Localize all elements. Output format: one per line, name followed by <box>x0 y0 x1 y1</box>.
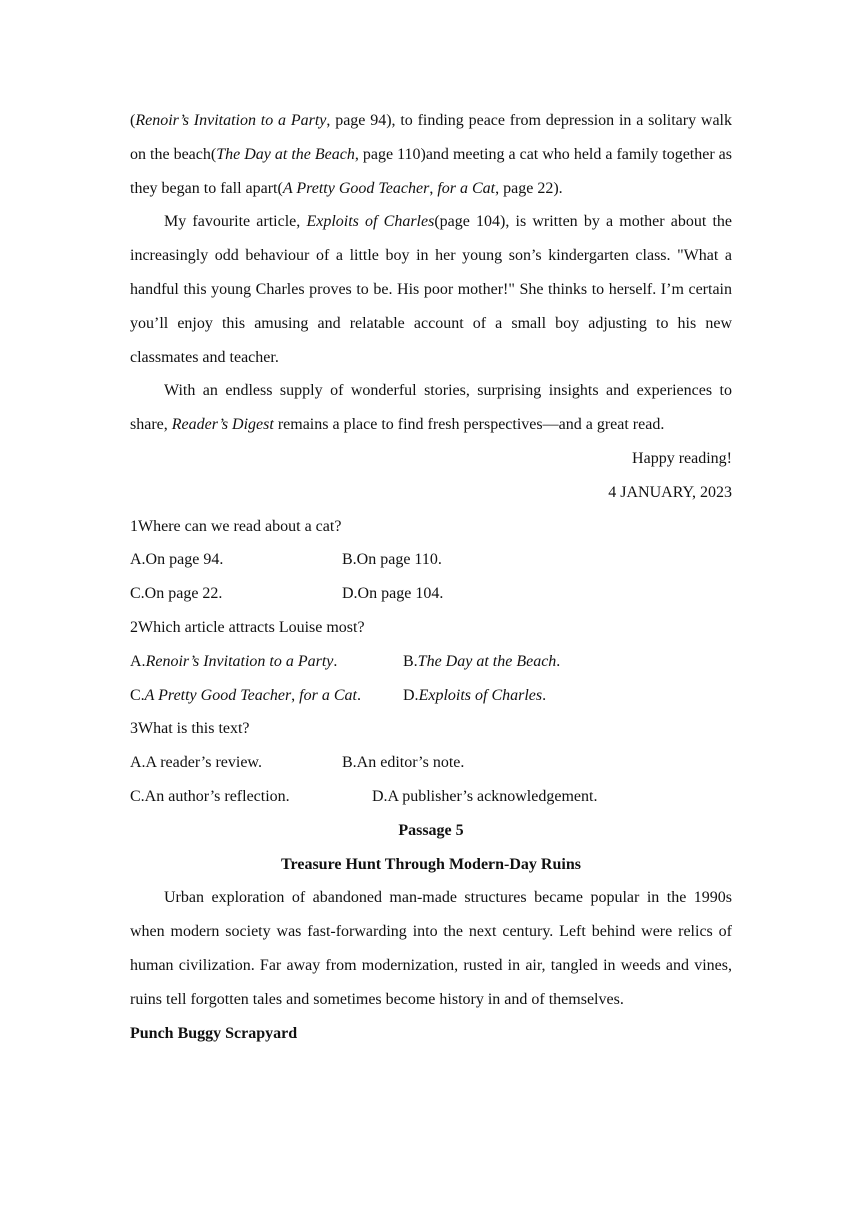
text-span: (page 104), is written by a mother about the increasingly odd behaviour of a little boy in her young son’s kindergarten class. "What a handful this young Charles proves to be. His poor mother!" She thinks to herself. I’m certain you’ll enjoy this amusing and relatable account of a small boy adjusting to his new classmates and teacher. <box>130 213 732 366</box>
document-page <box>130 104 732 1050</box>
text-span: With an endless supply of wonderful stories, surprising insights and experiences to share, <box>130 382 732 434</box>
question-2-options-row-1 <box>130 645 732 679</box>
option-title: for a Cat <box>299 686 357 704</box>
option-c: C.An author’s reflection. <box>130 787 290 805</box>
article-title: A Pretty Good Teacher <box>282 179 430 197</box>
option-b: B.On page 110. <box>342 551 442 569</box>
question-3-stem: 3What is this text? <box>130 720 250 738</box>
date-line: 4 JANUARY, 2023 <box>608 483 732 501</box>
text-span: My favourite article, <box>164 213 307 231</box>
option-suffix: . <box>542 686 547 704</box>
question-1-stem: 1Where can we read about a cat? <box>130 517 342 535</box>
option-b: B.An editor’s note. <box>342 754 465 772</box>
article-title: The Day at the Beach <box>216 145 355 163</box>
passage-label: Passage 5 <box>398 821 464 839</box>
question-3-options-row-2 <box>130 780 732 814</box>
text-span: , page 94), to finding peace from depression in a solitary walk on the beach( <box>130 112 732 163</box>
option-letter: B. <box>403 652 418 670</box>
magazine-title: Reader’s Digest <box>171 416 274 434</box>
article-title: Exploits of Charles <box>306 213 435 231</box>
option-title: A Pretty Good Teacher <box>144 686 292 704</box>
article-title: for a Cat <box>437 179 496 197</box>
passage-paragraph: Urban exploration of abandoned man-made structures became popular in the 1990s when modern society was fast-forwarding into the next century. Left behind were relics of human civilization. Far away from modernization, rusted in air, tangled in weeds and vines, ruins tell forgotten tales and sometimes become history in and of themselves. <box>130 889 732 1008</box>
option-suffix: . <box>356 686 361 704</box>
option-letter: D. <box>403 686 419 704</box>
text-span: ( <box>130 112 136 129</box>
signoff: Happy reading! <box>632 449 732 467</box>
option-title: Renoir’s Invitation to a Party <box>145 652 334 670</box>
option-a: A.A reader’s review. <box>130 754 262 772</box>
option-b <box>403 645 560 679</box>
option-title: Exploits of Charles <box>418 686 543 704</box>
passage-title: Treasure Hunt Through Modern-Day Ruins <box>281 855 581 873</box>
option-d: D.A publisher’s acknowledgement. <box>372 787 598 805</box>
question-1-options-row-1 <box>130 543 732 577</box>
option-d: D.On page 104. <box>342 585 444 603</box>
intro-paragraph-2 <box>130 205 732 374</box>
option-c: C.On page 22. <box>130 585 223 603</box>
question-3-options-row-1 <box>130 746 732 780</box>
text-span: , <box>429 179 438 197</box>
intro-paragraph-1 <box>130 104 732 205</box>
option-d <box>403 679 546 713</box>
question-2-stem: 2Which article attracts Louise most? <box>130 618 365 636</box>
option-suffix: . <box>333 652 338 670</box>
question-2-options-row-2 <box>130 679 732 713</box>
option-suffix: . <box>556 652 561 670</box>
text-span: , page 110)and meeting a cat who held a family together as they began to fall apart( <box>130 145 733 197</box>
text-span: , page 22). <box>495 179 563 197</box>
article-title: Renoir’s Invitation to a Party <box>135 112 327 129</box>
section-subheading: Punch Buggy Scrapyard <box>130 1024 298 1042</box>
option-a: A.On page 94. <box>130 551 224 569</box>
question-1-options-row-2 <box>130 577 732 611</box>
option-title: The Day at the Beach <box>417 652 557 670</box>
text-span: remains a place to find fresh perspectives—and a great read. <box>273 416 665 434</box>
intro-paragraph-3 <box>130 374 732 442</box>
option-separator: , <box>291 686 300 704</box>
option-c <box>130 679 361 713</box>
option-letter: A. <box>130 652 146 670</box>
option-a <box>130 645 337 679</box>
option-letter: C. <box>130 686 145 704</box>
